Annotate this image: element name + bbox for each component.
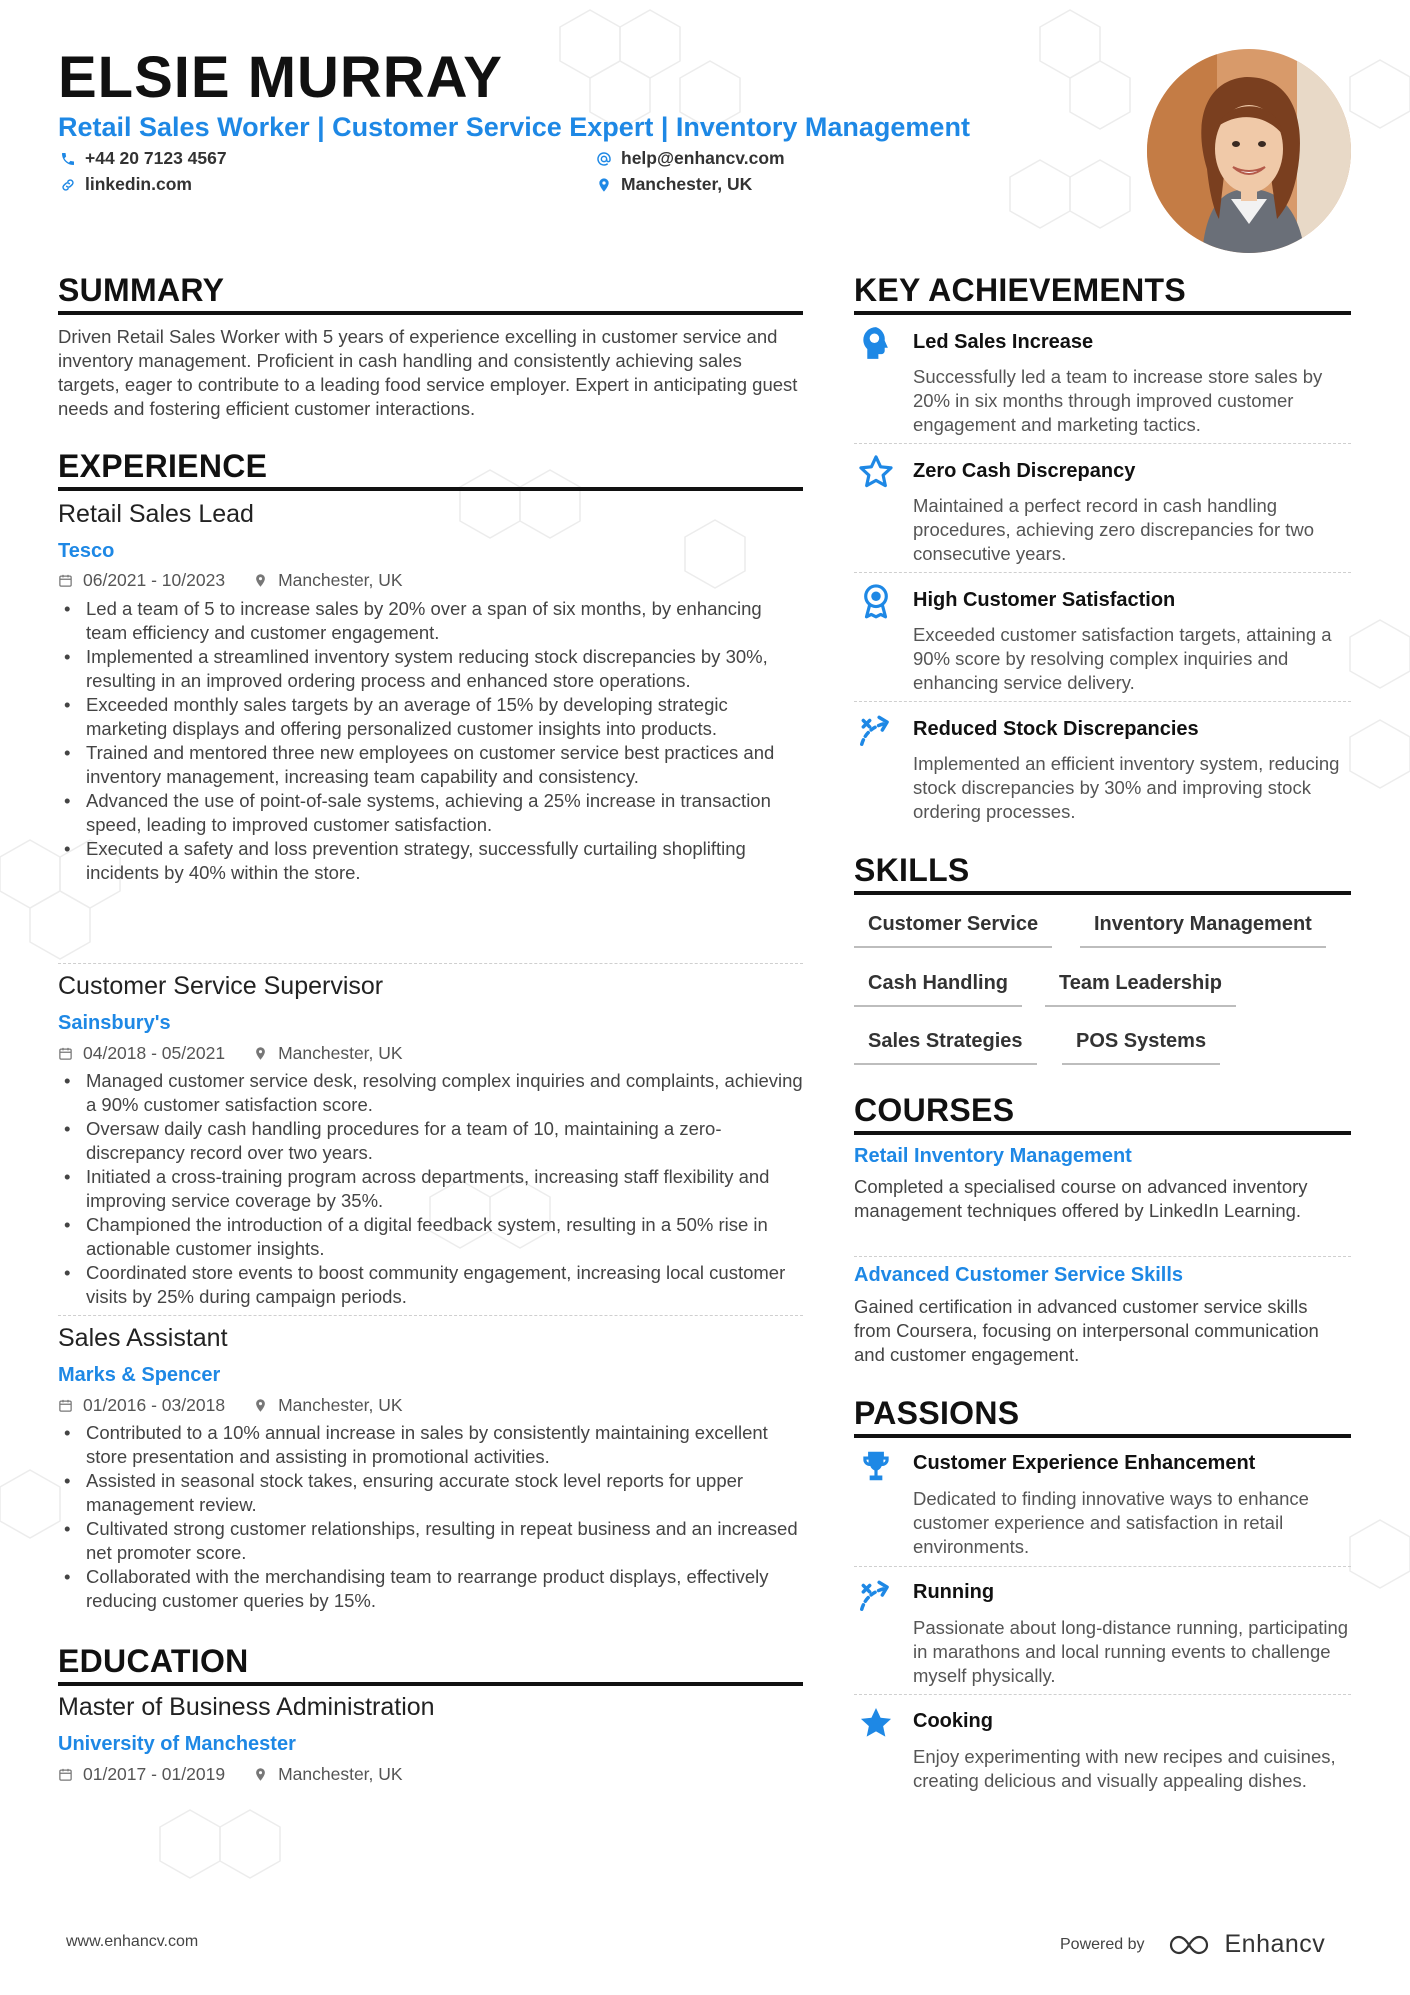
company-name[interactable]: Sainsbury's	[58, 1012, 171, 1034]
achievement-desc: Maintained a perfect record in cash handling procedures, achieving zero discrepancies for two consecutive years.	[913, 495, 1315, 564]
job-separator	[58, 1315, 803, 1316]
job-location: Manchester, UK	[278, 570, 403, 590]
job-meta	[58, 570, 403, 591]
passion-title: Cooking	[913, 1710, 993, 1732]
at-sign-icon	[596, 151, 612, 167]
job-dates: 01/2016 - 03/2018	[83, 1395, 226, 1415]
course-desc: Gained certification in advanced customer service skills from Coursera, focusing on interpersonal communication and customer engagement.	[854, 1296, 1319, 1365]
skill-tag: Sales Strategies	[854, 1030, 1037, 1065]
candidate-name: ELSIE MURRAY	[58, 45, 503, 110]
job-location: Manchester, UK	[278, 1395, 403, 1415]
job-bullet: • Oversaw daily cash handling procedures for a team of 10, maintaining a zero-discrepancy record over two years.	[58, 1117, 803, 1165]
education-dates: 01/2017 - 01/2019	[83, 1764, 226, 1784]
achievement-separator	[854, 701, 1351, 702]
job-bullet: • Implemented a streamlined inventory system reducing stock discrepancies by 30%, resulting in an improved ordering process and enhanced store operations.	[58, 645, 803, 693]
calendar-icon	[58, 573, 73, 588]
location-pin-icon	[253, 1398, 268, 1413]
achievement-desc: Exceeded customer satisfaction targets, attaining a 90% score by resolving complex inquiries and enhancing service delivery.	[913, 624, 1332, 693]
footer-website[interactable]: www.enhancv.com	[66, 1933, 199, 1950]
education-location: Manchester, UK	[278, 1764, 403, 1784]
star-outline-icon	[857, 453, 895, 491]
achievement-title: Led Sales Increase	[913, 331, 1094, 353]
skill-tag: Cash Handling	[854, 972, 1022, 1007]
job-bullets	[58, 1069, 803, 1309]
passion-title: Customer Experience Enhancement	[913, 1452, 1256, 1474]
company-name[interactable]: Marks & Spencer	[58, 1364, 221, 1386]
strategy-arrow-icon	[857, 1576, 895, 1614]
passion-title: Running	[913, 1581, 995, 1603]
strategy-arrow-icon	[857, 711, 895, 749]
skill-tag: Inventory Management	[1080, 913, 1326, 948]
job-bullet: • Executed a safety and loss prevention strategy, successfully curtailing shoplifting incidents by 40% within the store.	[58, 837, 803, 885]
enhancv-brand-text: Enhancv	[1224, 1930, 1326, 1958]
job-bullet: • Assisted in seasonal stock takes, ensuring accurate stock level reports for upper management review.	[58, 1469, 803, 1517]
job-bullet: • Championed the introduction of a digital feedback system, resulting in a 50% rise in actionable customer insights.	[58, 1213, 803, 1261]
job-bullet: • Led a team of 5 to increase sales by 20% over a span of six months, by enhancing team efficiency and customer engagement.	[58, 597, 803, 645]
calendar-icon	[58, 1767, 73, 1782]
calendar-icon	[58, 1398, 73, 1413]
course-desc: Completed a specialised course on advanced inventory management techniques offered by LinkedIn Learning.	[854, 1176, 1308, 1221]
location-pin-icon	[596, 177, 612, 193]
enhancv-logo-icon	[1169, 1934, 1215, 1956]
courses-divider	[854, 1131, 1351, 1135]
job-bullet: • Trained and mentored three new employees on customer service best practices and inventory management, increasing team capability and consistency.	[58, 741, 803, 789]
skills-divider	[854, 891, 1351, 895]
passion-separator	[854, 1566, 1351, 1567]
phone-text: +44 20 7123 4567	[85, 148, 227, 168]
job-bullets	[58, 597, 803, 885]
skill-tag: Customer Service	[854, 913, 1052, 948]
candidate-headline: Retail Sales Worker | Customer Service Expert | Inventory Management	[58, 112, 970, 142]
phone-icon	[60, 151, 76, 167]
job-meta	[58, 1395, 403, 1416]
job-bullets	[58, 1421, 803, 1613]
achievement-title: Zero Cash Discrepancy	[913, 460, 1136, 482]
job-bullet: • Managed customer service desk, resolving complex inquiries and complaints, achieving a 90% customer satisfaction score.	[58, 1069, 803, 1117]
contact-linkedin[interactable]	[60, 174, 192, 195]
passion-desc: Passionate about long-distance running, participating in marathons and local running events to challenge myself physically.	[913, 1617, 1349, 1686]
skills-heading: SKILLS	[854, 852, 970, 888]
skill-tag: POS Systems	[1062, 1030, 1220, 1065]
job-bullet: • Cultivated strong customer relationships, resulting in repeat business and an increased net promoter score.	[58, 1517, 803, 1565]
experience-divider	[58, 487, 803, 491]
location-pin-icon	[253, 1767, 268, 1782]
location-text: Manchester, UK	[621, 174, 753, 194]
passions-heading: PASSIONS	[854, 1395, 1020, 1431]
award-ribbon-icon	[857, 582, 895, 620]
skill-tag: Team Leadership	[1045, 972, 1236, 1007]
degree-title: Master of Business Administration	[58, 1693, 435, 1721]
job-dates: 04/2018 - 05/2021	[83, 1043, 226, 1063]
contact-phone[interactable]	[60, 148, 227, 169]
link-icon	[60, 177, 76, 193]
location-pin-icon	[253, 1046, 268, 1061]
education-heading: EDUCATION	[58, 1643, 249, 1679]
courses-heading: COURSES	[854, 1092, 1015, 1128]
head-brain-icon	[857, 324, 895, 362]
job-title: Customer Service Supervisor	[58, 972, 384, 1000]
footer-branding[interactable]	[1060, 1930, 1325, 1959]
profile-photo	[1147, 49, 1351, 253]
job-bullet: • Exceeded monthly sales targets by an average of 15% by developing strategic marketing displays and offering personalized customer insights into products.	[58, 693, 803, 741]
experience-heading: EXPERIENCE	[58, 448, 268, 484]
job-title: Sales Assistant	[58, 1324, 228, 1352]
job-bullet: • Initiated a cross-training program across departments, increasing staff flexibility and improving service coverage by 35%.	[58, 1165, 803, 1213]
passion-separator	[854, 1694, 1351, 1695]
job-bullet: • Contributed to a 10% annual increase in sales by consistently maintaining excellent store presentation and assisting in promotional activities.	[58, 1421, 803, 1469]
linkedin-text: linkedin.com	[85, 174, 192, 194]
passion-desc: Dedicated to finding innovative ways to enhance customer experience and satisfaction in retail environments.	[913, 1488, 1309, 1557]
school-name[interactable]: University of Manchester	[58, 1733, 296, 1755]
education-meta	[58, 1764, 403, 1785]
passion-desc: Enjoy experimenting with new recipes and cuisines, creating delicious and visually appealing dishes.	[913, 1746, 1336, 1791]
course-title[interactable]: Retail Inventory Management	[854, 1145, 1132, 1167]
achievement-separator	[854, 572, 1351, 573]
trophy-icon	[857, 1447, 895, 1485]
job-separator	[58, 963, 803, 964]
achievement-desc: Implemented an efficient inventory system, reducing stock discrepancies by 30% and improving stock ordering processes.	[913, 753, 1340, 822]
job-location: Manchester, UK	[278, 1043, 403, 1063]
calendar-icon	[58, 1046, 73, 1061]
course-title[interactable]: Advanced Customer Service Skills	[854, 1264, 1184, 1286]
course-separator	[854, 1256, 1351, 1257]
company-name[interactable]: Tesco	[58, 540, 115, 562]
achievement-title: Reduced Stock Discrepancies	[913, 718, 1199, 740]
job-bullet: • Advanced the use of point-of-sale systems, achieving a 25% increase in transaction speed, leading to improved customer satisfaction.	[58, 789, 803, 837]
powered-by-label: Powered by	[1060, 1935, 1145, 1953]
job-dates: 06/2021 - 10/2023	[83, 570, 226, 590]
email-text: help@enhancv.com	[621, 148, 785, 168]
achievements-divider	[854, 311, 1351, 315]
star-filled-icon	[857, 1704, 895, 1742]
job-bullet: • Collaborated with the merchandising team to rearrange product displays, effectively reducing customer queries by 15%.	[58, 1565, 803, 1613]
summary-text: Driven Retail Sales Worker with 5 years of experience excelling in customer service and inventory management. Proficient in cash handling and consistently achieving sales targets, eager to contribute to a leading food service employer. Expert in anticipating guest needs and fostering efficient customer interactions.	[58, 326, 798, 419]
job-meta	[58, 1043, 403, 1064]
passions-divider	[854, 1434, 1351, 1438]
location-pin-icon	[253, 573, 268, 588]
job-bullet: • Coordinated store events to boost community engagement, increasing local customer visits by 25% during campaign periods.	[58, 1261, 803, 1309]
achievement-separator	[854, 443, 1351, 444]
contact-location	[596, 174, 752, 195]
contact-email[interactable]	[596, 148, 785, 169]
job-title: Retail Sales Lead	[58, 500, 254, 528]
achievements-heading: KEY ACHIEVEMENTS	[854, 272, 1186, 308]
achievement-title: High Customer Satisfaction	[913, 589, 1176, 611]
achievement-desc: Successfully led a team to increase store sales by 20% in six months through improved customer engagement and marketing tactics.	[913, 366, 1323, 435]
summary-heading: SUMMARY	[58, 272, 225, 308]
education-divider	[58, 1682, 803, 1686]
summary-divider	[58, 311, 803, 315]
